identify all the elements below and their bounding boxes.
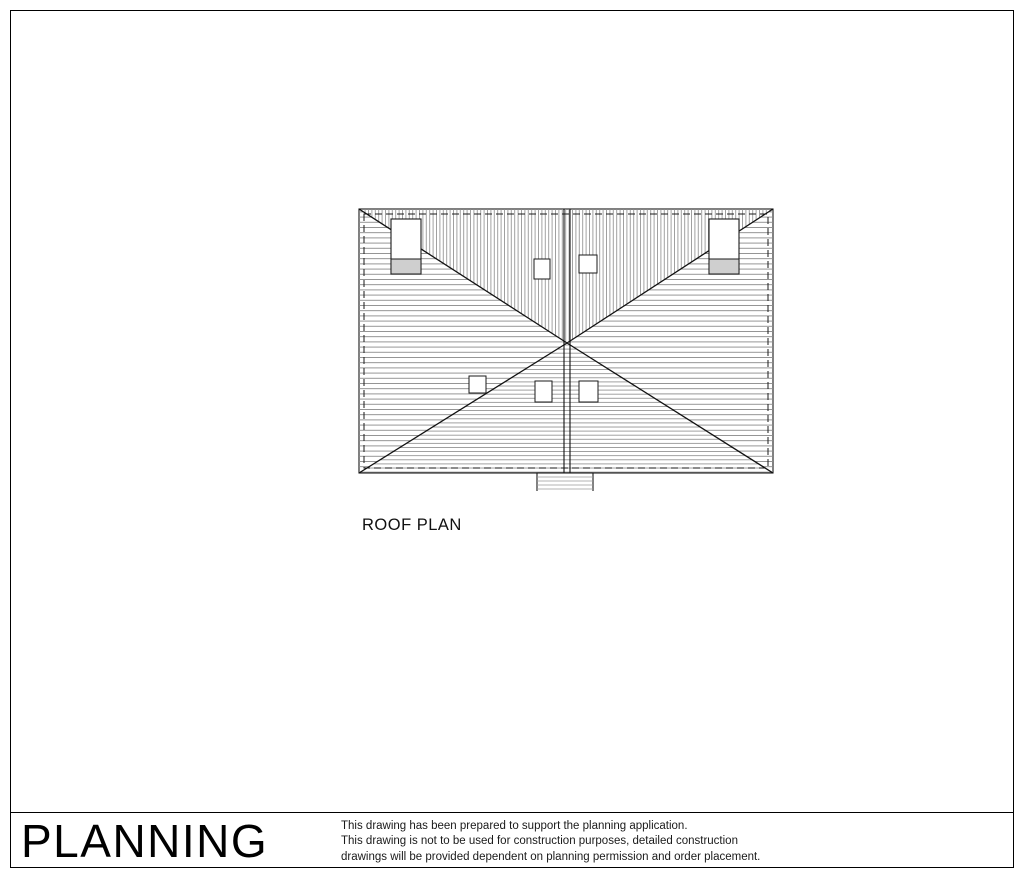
status-badge: PLANNING [21,815,269,867]
rooflight-right-sill [709,259,739,274]
chimney-stack [537,473,593,491]
vent-lower-mid [535,381,552,402]
vent-upper-right [579,255,597,273]
drawing-notes [341,819,881,865]
drawing-note-line-3: drawings will be provided dependent on planning permission and order placement. [341,850,761,863]
drawing-note-line-2: This drawing is not to be used for construction purposes, detailed construction [341,835,738,848]
roof-plan-drawing [351,201,781,491]
page-title: ROOF PLAN [362,516,462,534]
rooflight-left-sill [391,259,421,274]
vent-upper-left [534,259,550,279]
roof-plan-svg [351,201,781,491]
vent-lower-right [579,381,598,402]
drawing-area [11,11,1013,811]
vent-lower-left [469,376,486,393]
drawing-note-line-1: This drawing has been prepared to support the planning application. [341,820,688,832]
